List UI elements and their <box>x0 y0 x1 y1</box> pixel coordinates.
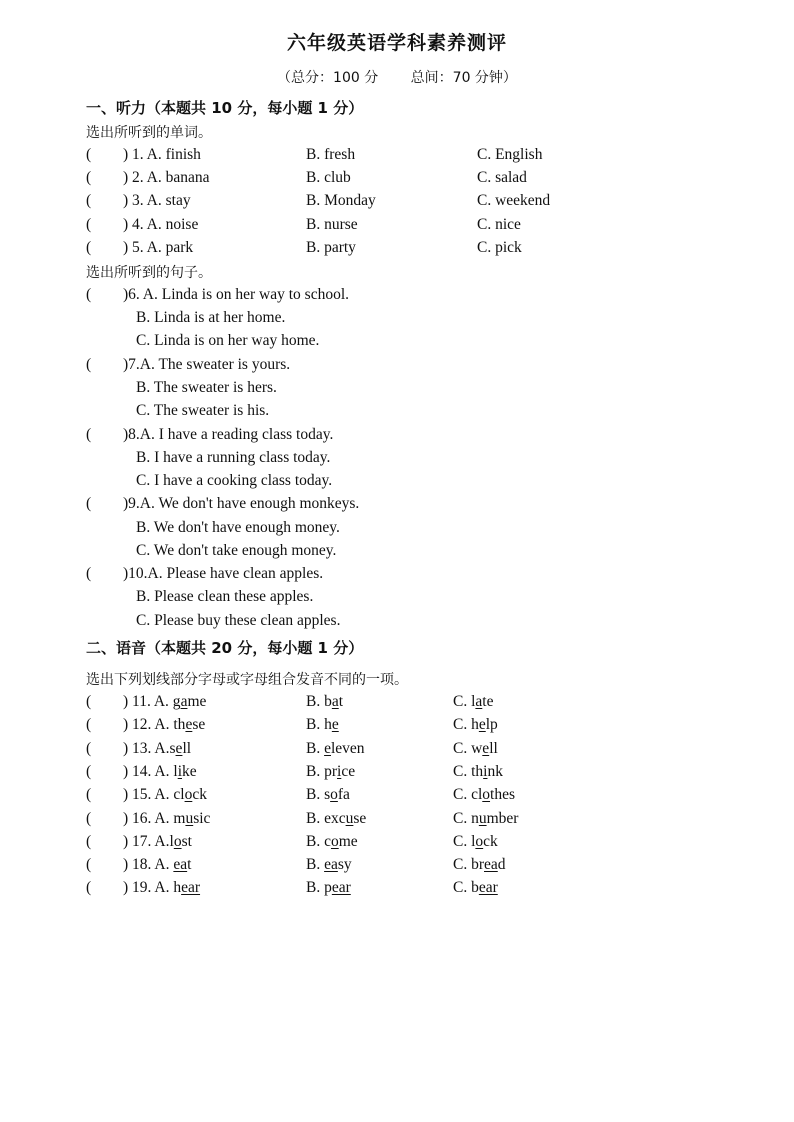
word-part: ll <box>182 739 192 757</box>
word-part: t <box>187 856 192 874</box>
underlined-letters: o <box>184 786 193 804</box>
answer-blank[interactable]: ( <box>86 856 92 874</box>
phonics-option-c <box>453 833 498 851</box>
score-time-info <box>0 67 794 87</box>
word-part: te <box>482 693 494 710</box>
phonics-option-a <box>123 786 207 804</box>
sentence-option-a: )7.A. The sweater is yours. <box>123 355 291 373</box>
answer-blank[interactable]: ( <box>86 355 92 373</box>
phonics-option-a <box>123 716 205 734</box>
answer-blank[interactable]: ( <box>86 832 92 850</box>
underlined-letters: o <box>475 832 484 850</box>
phonics-option-a <box>123 740 191 758</box>
page-title: 六年级英语学科素养测评 <box>286 32 507 54</box>
question-option-a: ) 3. A. stay <box>123 192 191 210</box>
word-part: C. n <box>453 809 479 827</box>
word-part: st <box>181 832 192 850</box>
phonics-option-a <box>123 833 192 851</box>
sentence-option-b: B. We don't have enough money. <box>136 518 340 536</box>
word-part: C. b <box>453 879 479 897</box>
underlined-letters: i <box>483 762 488 780</box>
word-part: C. cl <box>453 786 483 804</box>
section1-part1-instruction: 选出所听到的单词。 <box>86 125 212 141</box>
word-part: C. h <box>453 716 479 734</box>
section1-heading: 一、听力（本题共 10 分，每小题 1 分） <box>86 99 364 117</box>
sentence-option-c: C. Please buy these clean apples. <box>136 611 341 629</box>
underlined-letters: ea <box>484 856 498 874</box>
phonics-option-c <box>453 763 503 781</box>
sentence-option-a: )6. A. Linda is on her way to school. <box>123 286 350 303</box>
word-part: mber <box>486 809 519 827</box>
word-part: B. s <box>306 786 331 804</box>
underlined-letters: o <box>330 832 339 850</box>
question-option-b: B. party <box>306 238 356 256</box>
answer-blank[interactable]: ( <box>86 565 92 583</box>
phonics-option-b <box>306 879 351 897</box>
underlined-letters: i <box>177 762 182 780</box>
sentence-option-c: C. We don't take enough money. <box>136 541 337 559</box>
word-part: fa <box>337 786 350 804</box>
phonics-option-a <box>123 693 206 711</box>
question-option-b: B. nurse <box>306 215 358 233</box>
word-part: ll <box>489 739 498 757</box>
word-part: ) 13. A.s <box>123 739 176 757</box>
word-part: ) 18. A. <box>123 856 174 874</box>
word-part: me <box>187 693 207 710</box>
question-option-a: ) 4. A. noise <box>123 215 199 233</box>
word-part: sy <box>337 856 352 874</box>
answer-blank[interactable]: ( <box>86 693 92 710</box>
word-part: sic <box>193 809 211 827</box>
word-part: nk <box>487 762 503 780</box>
phonics-option-c <box>453 856 506 874</box>
answer-blank[interactable]: ( <box>86 739 92 757</box>
sentence-option-a: )10.A. Please have clean apples. <box>123 565 324 583</box>
word-part: t <box>338 693 344 710</box>
word-part: ) 16. A. m <box>123 809 186 827</box>
answer-blank[interactable]: ( <box>86 146 92 163</box>
answer-blank[interactable]: ( <box>86 716 92 734</box>
underlined-letters: ea <box>324 856 338 874</box>
question-option-b: B. Monday <box>306 192 376 210</box>
word-part: C. th <box>453 762 484 780</box>
underlined-letters: ear <box>331 879 351 897</box>
answer-blank[interactable]: ( <box>86 495 92 513</box>
underlined-letters: i <box>337 762 342 780</box>
word-part: ) 14. A. l <box>123 762 178 780</box>
underlined-letters: e <box>478 716 486 734</box>
underlined-letters: o <box>173 832 182 850</box>
answer-blank[interactable]: ( <box>86 762 92 780</box>
underlined-letters: u <box>345 809 354 827</box>
underlined-letters: a <box>180 693 188 710</box>
phonics-option-b <box>306 786 350 804</box>
word-part: C. br <box>453 856 484 874</box>
word-part: ke <box>182 762 197 780</box>
word-part: lp <box>485 716 498 734</box>
underlined-letters: ear <box>181 879 201 897</box>
phonics-option-b <box>306 740 365 758</box>
answer-blank[interactable]: ( <box>86 169 92 187</box>
phonics-option-b <box>306 810 366 828</box>
sentence-option-b: B. Linda is at her home. <box>136 309 286 327</box>
word-part: B. <box>306 856 325 874</box>
section2-instruction: 选出下列划线部分字母或字母组合发音不同的一项。 <box>86 672 408 688</box>
word-part: C. l <box>453 832 476 850</box>
underlined-letters: a <box>475 693 483 710</box>
section2-heading: 二、语音（本题共 20 分，每小题 1 分） <box>86 639 364 657</box>
question-option-c: C. English <box>477 146 543 163</box>
word-part: B. pr <box>306 762 337 780</box>
word-part: ) 19. A. h <box>123 879 182 897</box>
question-option-c: C. nice <box>477 215 521 233</box>
sentence-option-b: B. I have a running class today. <box>136 448 331 466</box>
word-part: leven <box>330 739 365 757</box>
word-part: ) 17. A.l <box>123 832 174 850</box>
answer-blank[interactable]: ( <box>86 286 92 303</box>
phonics-option-c <box>453 740 498 758</box>
underlined-letters: u <box>185 809 194 827</box>
word-part: ck <box>192 786 207 804</box>
exam-time: 总间：70 分钟） <box>410 70 517 86</box>
phonics-option-b <box>306 763 355 781</box>
word-part: B. exc <box>306 809 346 827</box>
word-part: B. <box>306 739 325 757</box>
word-part: B. p <box>306 879 332 897</box>
answer-blank[interactable]: ( <box>86 809 92 827</box>
answer-blank[interactable]: ( <box>86 425 92 443</box>
word-part: me <box>338 832 358 850</box>
underlined-letters: e <box>175 739 183 757</box>
word-part: thes <box>490 786 515 804</box>
phonics-option-c <box>453 716 498 734</box>
answer-blank[interactable]: ( <box>86 192 92 210</box>
word-part: ) 12. A. th <box>123 716 186 734</box>
word-part: d <box>497 856 506 874</box>
word-part: B. b <box>306 693 332 710</box>
word-part: ce <box>341 762 356 780</box>
sentence-option-b: B. Please clean these apples. <box>136 588 314 606</box>
underlined-letters: e <box>324 739 331 757</box>
question-option-c: C. pick <box>477 238 522 256</box>
section1-part2-instruction: 选出所听到的句子。 <box>86 265 212 281</box>
phonics-option-a <box>123 810 210 828</box>
sentence-option-c: C. The sweater is his. <box>136 402 270 420</box>
word-part: se <box>192 716 206 734</box>
underlined-letters: ea <box>173 856 188 874</box>
word-part: B. c <box>306 832 331 850</box>
phonics-option-b <box>306 716 339 734</box>
word-part: se <box>353 809 367 827</box>
question-option-b: B. club <box>306 169 351 187</box>
sentence-option-c: C. Linda is on her way home. <box>136 332 320 350</box>
phonics-option-c <box>453 879 498 897</box>
word-part: C. w <box>453 739 483 757</box>
question-option-b: B. fresh <box>306 146 356 163</box>
underlined-letters: o <box>330 786 338 804</box>
word-part: ) 11. A. g <box>123 693 181 710</box>
question-option-a: ) 5. A. park <box>123 238 194 256</box>
sentence-option-c: C. I have a cooking class today. <box>136 472 333 489</box>
question-option-a: ) 1. A. finish <box>123 146 201 163</box>
sentence-option-a: )9.A. We don't have enough monkeys. <box>123 495 360 513</box>
phonics-option-c <box>453 810 518 828</box>
question-option-a: ) 2. A. banana <box>123 169 210 187</box>
answer-blank[interactable]: ( <box>86 238 92 256</box>
word-part: B. h <box>306 716 332 734</box>
underlined-letters: o <box>482 786 491 804</box>
total-score: （总分：100 分 <box>277 70 379 86</box>
underlined-letters: e <box>185 716 193 734</box>
question-option-c: C. weekend <box>477 192 551 210</box>
phonics-option-b <box>306 833 358 851</box>
phonics-option-c <box>453 693 493 711</box>
answer-blank[interactable]: ( <box>86 879 92 897</box>
phonics-option-a <box>123 763 197 781</box>
phonics-option-b <box>306 693 343 711</box>
underlined-letters: e <box>331 716 339 734</box>
phonics-option-a <box>123 879 200 897</box>
word-part: ) 15. A. cl <box>123 786 185 804</box>
phonics-option-c <box>453 786 515 804</box>
underlined-letters: e <box>482 739 490 757</box>
underlined-letters: ear <box>478 879 498 897</box>
answer-blank[interactable]: ( <box>86 786 92 804</box>
question-option-c: C. salad <box>477 169 527 187</box>
answer-blank[interactable]: ( <box>86 215 92 233</box>
sentence-option-b: B. The sweater is hers. <box>136 379 277 396</box>
sentence-option-a: )8.A. I have a reading class today. <box>123 425 334 443</box>
word-part: ck <box>483 832 498 850</box>
phonics-option-a <box>123 856 191 874</box>
phonics-option-b <box>306 856 352 874</box>
underlined-letters: u <box>478 809 487 827</box>
word-part: C. l <box>453 693 476 710</box>
underlined-letters: a <box>331 693 339 710</box>
